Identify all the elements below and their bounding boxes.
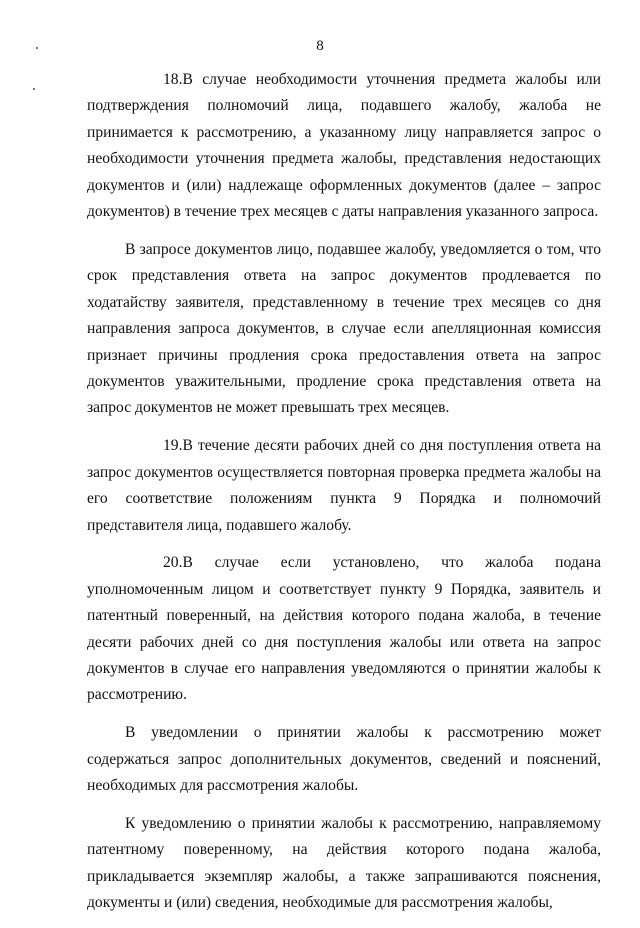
paragraph-number: 18. [163, 71, 183, 88]
document-body [87, 67, 601, 928]
paragraph-18 [87, 67, 601, 225]
paragraph-18-continued [87, 237, 601, 422]
paragraph-text: В уведомлении о принятии жалобы к рассмотрению может содержаться запрос дополнительных документов, сведений и пояснений, необходимых для рассмотрения жалобы. [87, 724, 601, 795]
scan-speck [33, 88, 35, 90]
paragraph-text: В течение десяти рабочих дней со дня поступления ответа на запрос документов осуществляется повторная проверка предмета жалобы на его соответствие положениям пункта 9 Порядка и полномочий представителя лица, подавшего жалобу. [87, 437, 601, 534]
paragraph-20 [87, 550, 601, 708]
scan-speck [36, 47, 38, 49]
paragraph-number: 19. [163, 437, 183, 455]
paragraph-text: В случае если установлено, что жалоба подана уполномоченным лицом и соответствует пункту 9 Порядка, заявитель и патентный поверенный, на действия которого подана жалоба, в течение десяти рабочих дней со дня поступления жалобы или ответа на запрос документов в случае его направления уведомляются о принятии жалобы к рассмотрению. [87, 554, 601, 704]
paragraph-text: К уведомлению о принятии жалобы к рассмотрению, направляемому патентному поверенному, на действия которого подана жалоба, прикладывается экземпляр жалобы, а также запрашиваются пояснения, документы и (или) сведения, необходимые для рассмотрения жалобы, [87, 815, 601, 912]
paragraph-20-notice [87, 720, 601, 799]
paragraph-text: В запросе документов лицо, подавшее жалобу, уведомляется о том, что срок представления ответа на запрос документов продлевается по ходатайству заявителя, представленному в течение трех месяцев со дня направления запроса документов, в случае если апелляционная комиссия признает причины продления срока предоставления ответа на запрос документов уважительными, продление срока представления ответа на запрос документов не может превышать трех месяцев. [87, 240, 601, 417]
paragraph-20-attachment [87, 811, 601, 917]
page-number: 8 [316, 38, 324, 54]
paragraph-text: В случае необходимости уточнения предмета жалобы или подтверждения полномочий лица, подавшего жалобу, жалоба не принимается к рассмотрению, а указанному лицу направляется запрос о необходимости уточнения предмета жалобы, представления недостающих документов и (или) надлежаще оформленных документов (далее – запрос документов) в течение трех месяцев с даты направления указанного запроса. [87, 71, 601, 221]
paragraph-19 [87, 433, 601, 539]
paragraph-number: 20. [163, 554, 183, 572]
